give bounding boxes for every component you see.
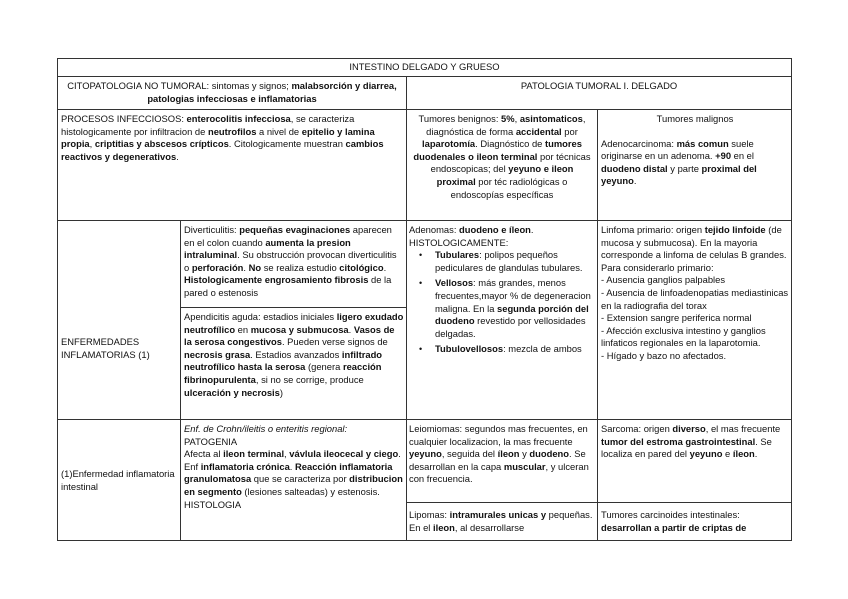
adenomas-histology-heading: HISTOLOGICAMENTE: [409,236,509,248]
benign-tumors-cell: Tumores benignos: 5%, asintomaticos, diagnóstica de forma accidental por laparotomía. Diagnóstico de tumores duodenales o ileon terminal por técnicas endoscopicas; del yeyuno e ileon proximal por téc radiológicas o endoscopías específicas [413,113,591,200]
inflammatory-diseases-label: ENFERMEDADES INFLAMATORIAS (1) [61,336,150,360]
table-line [57,419,792,420]
bullet-icon: • [419,250,423,261]
table-line [57,76,792,77]
crohn-cell: Enf. de Crohn/ileitis o enteritis regional: PATOGENIA Afecta al ileon terminal, vávlula ileocecal y ciego. Enf inflamatoria crónica. Reacción inflamatoria granulomatosa que se caracteriza por distribucion en segmento (lesiones salteadas) y estenosis. HISTOLOGIA [184,423,403,510]
leiomyomas-cell: Leiomiomas: segundos mas frecuentes, en cualquier localizacion, la mas frecuente yeyuno, seguida del íleon y duodeno. Se desarrollan en la capa muscular, y ulceran con frecuencia. [409,423,589,485]
diverticulitis-cell: Diverticulitis: pequeñas evaginaciones aparecen en el colon cuando aumenta la presion intraluminal. Su obstrucción provocan diverticulitis o perforación. No se realiza estudio citológico. Histologicamente engrosamiento fibrosis de la pared o estenosis [184,224,397,298]
header-tumoral: PATOLOGIA TUMORAL I. DELGADO [520,80,678,91]
list-item: • Tubulovellosos: mezcla de ambos [419,343,582,355]
table-line [180,220,181,541]
malignant-tumors-cell: Tumores malignos Adenocarcinoma: más comun suele originarse en un adenoma. +90 en el duodeno distal y parte proximal del yeyuno. [601,113,789,188]
header-non-tumoral: CITOPATOLOGIA NO TUMORAL: sintomas y signos; malabsorción y diarrea, patologias infecciosas e inflamatorias [67,80,397,104]
lymphoma-criterion: - Ausencia ganglios palpables [601,274,726,286]
crohn-title: Enf. de Crohn/ileitis o enteritis regional: [184,423,348,434]
lymphoma-criterion: - Afección exclusiva intestino y ganglios linfaticos regionales en la laparotomia. [601,324,766,349]
sarcoma-cell: Sarcoma: origen diverso, el mas frecuente tumor del estroma gastrointestinal. Se localiza en pared del yeyuno e íleon. [601,423,781,460]
table-line [57,58,58,541]
lipomas-cell: Lipomas: intramurales unicas y pequeñas. En el ileon, al desarrollarse [409,509,593,533]
ibd-label: (1)Enfermedad inflamatoria intestinal [61,468,175,492]
table-line [406,502,792,503]
lymphoma-criterion: - Extension sangre periferica normal [601,312,752,324]
table-line [57,58,792,59]
histologia-heading: HISTOLOGIA [184,498,242,510]
lymphoma-cell: Linfoma primario: origen tejido linfoide (de mucosa y submucosa). En la mayoria corresponde a linfoma de celulas B grandes. Para considerarlo primario: - Ausencia ganglios palpables - Ausencia de linfoadenopatias mediastinicas en la radiografia del torax - Extension sangre periferica normal - Afección exclusiva intestino y ganglios linfaticos regionales en la laparotomia. - Hígado y bazo no afectados. [601,224,789,361]
malignant-title: Tumores malignos [656,113,734,124]
list-item: • Tubulares: polipos pequeños pediculares de glandulas tubulares. [419,249,583,273]
table-title: INTESTINO DELGADO Y GRUESO [349,61,500,72]
patogenia-heading: PATOGENIA [184,435,238,447]
adenomas-intro: Adenomas: duodeno e íleon. [409,224,534,235]
table-line [597,109,598,541]
appendicitis-cell: Apendicitis aguda: estadios iniciales ligero exudado neutrofílico en mucosa y submucosa. Vasos de la serosa congestivos. Pueden verse signos de necrosis grasa. Estadios avanzados infiltrado neutrofílico hasta la serosa (genera reacción fibrinopurulenta, si no se corrige, produce ulceración y necrosis) [184,311,404,398]
list-item: • Vellosos: más grandes, menos frecuentes,mayor % de degeneracion maligna. En la segunda porción del duodeno revestido por vellosidades delgadas. [419,277,591,339]
infectious-processes-cell: PROCESOS INFECCIOSOS: enterocolitis infecciosa, se caracteriza histologicamente por infiltracion de neutrofilos a nivel de epitelio y lamina propia, criptitias y abscesos crípticos. Citologicamente muestran cambios reactivos y degenerativos. [61,113,384,162]
bullet-icon: • [419,344,423,355]
table-line [57,220,792,221]
adenomas-list [409,249,595,356]
table-line [180,307,406,308]
lymphoma-criterion: - Ausencia de linfoadenopatias mediastinicas en la radiografia del torax [601,286,789,311]
carcinoid-cell: Tumores carcinoides intestinales: desarrollan a partir de criptas de [601,509,747,533]
table-line [57,109,792,110]
table-line [57,540,792,541]
bullet-icon: • [419,278,423,289]
table-line [406,76,407,541]
adenomas-cell [409,224,595,359]
lymphoma-criterion: - Hígado y bazo no afectados. [601,349,727,361]
table-line [791,58,792,541]
